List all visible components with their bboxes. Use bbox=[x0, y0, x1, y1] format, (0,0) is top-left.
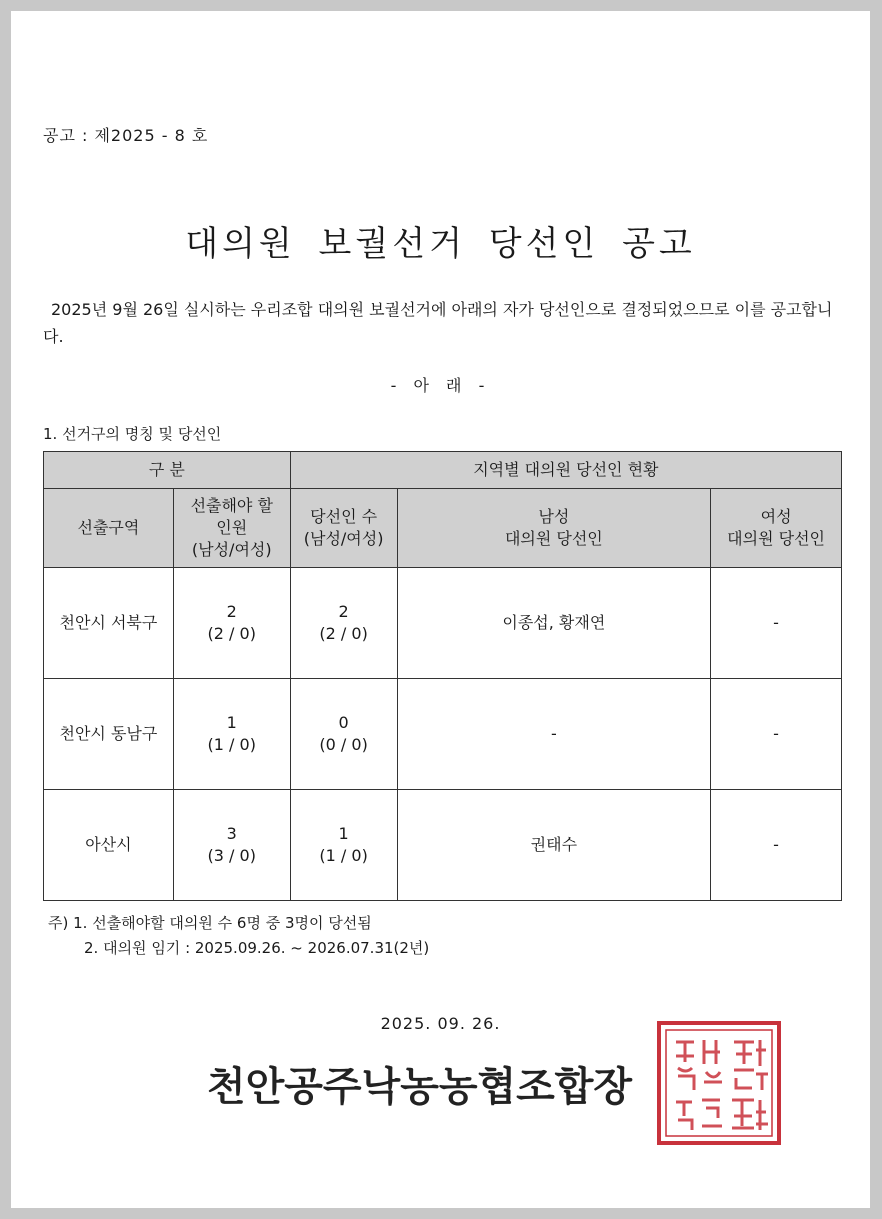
results-table bbox=[43, 451, 842, 901]
document-date: 2025. 09. 26. bbox=[380, 1014, 501, 1033]
elected-cell: 1 (1 / 0) bbox=[290, 790, 397, 901]
header-status: 지역별 대의원 당선인 현황 bbox=[290, 452, 841, 489]
table-row bbox=[44, 790, 842, 901]
district-cell: 천안시 서북구 bbox=[44, 568, 174, 679]
district-cell: 아산시 bbox=[44, 790, 174, 901]
col-male: 남성 대의원 당선인 bbox=[397, 489, 711, 568]
table-row bbox=[44, 679, 842, 790]
elected-cell: 0 (0 / 0) bbox=[290, 679, 397, 790]
quota-cell: 2 (2 / 0) bbox=[173, 568, 290, 679]
male-cell: - bbox=[397, 679, 711, 790]
note-line-1: 1. 선출해야할 대의원 수 6명 중 3명이 당선됨 bbox=[73, 914, 372, 932]
page-title: 대의원 보궐선거 당선인 공고 bbox=[185, 224, 696, 264]
header-gubun: 구 분 bbox=[44, 452, 291, 489]
female-cell: - bbox=[711, 790, 842, 901]
col-female: 여성 대의원 당선인 bbox=[711, 489, 842, 568]
intro-paragraph: 2025년 9월 26일 실시하는 우리조합 대의원 보궐선거에 아래의 자가 당선인으로 결정되었으므로 이를 공고합니다. bbox=[43, 300, 833, 346]
col-elected: 당선인 수 (남성/여성) bbox=[290, 489, 397, 568]
section-title: 1. 선거구의 명칭 및 당선인 bbox=[43, 425, 222, 443]
notes-prefix: 주) bbox=[48, 914, 69, 932]
quota-cell: 3 (3 / 0) bbox=[173, 790, 290, 901]
notice-number: 공고 : 제2025 - 8 호 bbox=[43, 126, 209, 145]
male-cell: 이종섭, 황재연 bbox=[397, 568, 711, 679]
note-line-2: 2. 대의원 임기 : 2025.09.26. ~ 2026.07.31(2년) bbox=[84, 939, 430, 957]
table-row bbox=[44, 568, 842, 679]
female-cell: - bbox=[711, 679, 842, 790]
male-cell: 권태수 bbox=[397, 790, 711, 901]
document-page bbox=[11, 11, 870, 1208]
district-cell: 천안시 동남구 bbox=[44, 679, 174, 790]
elected-cell: 2 (2 / 0) bbox=[290, 568, 397, 679]
quota-cell: 1 (1 / 0) bbox=[173, 679, 290, 790]
notes bbox=[48, 911, 429, 961]
signer-name: 천안공주낙농농협조합장 bbox=[207, 1064, 633, 1110]
ahrae-divider: - 아 래 - bbox=[390, 376, 491, 395]
col-district: 선출구역 bbox=[44, 489, 174, 568]
col-quota: 선출해야 할 인원 (남성/여성) bbox=[173, 489, 290, 568]
official-seal-icon bbox=[656, 1020, 782, 1146]
female-cell: - bbox=[711, 568, 842, 679]
